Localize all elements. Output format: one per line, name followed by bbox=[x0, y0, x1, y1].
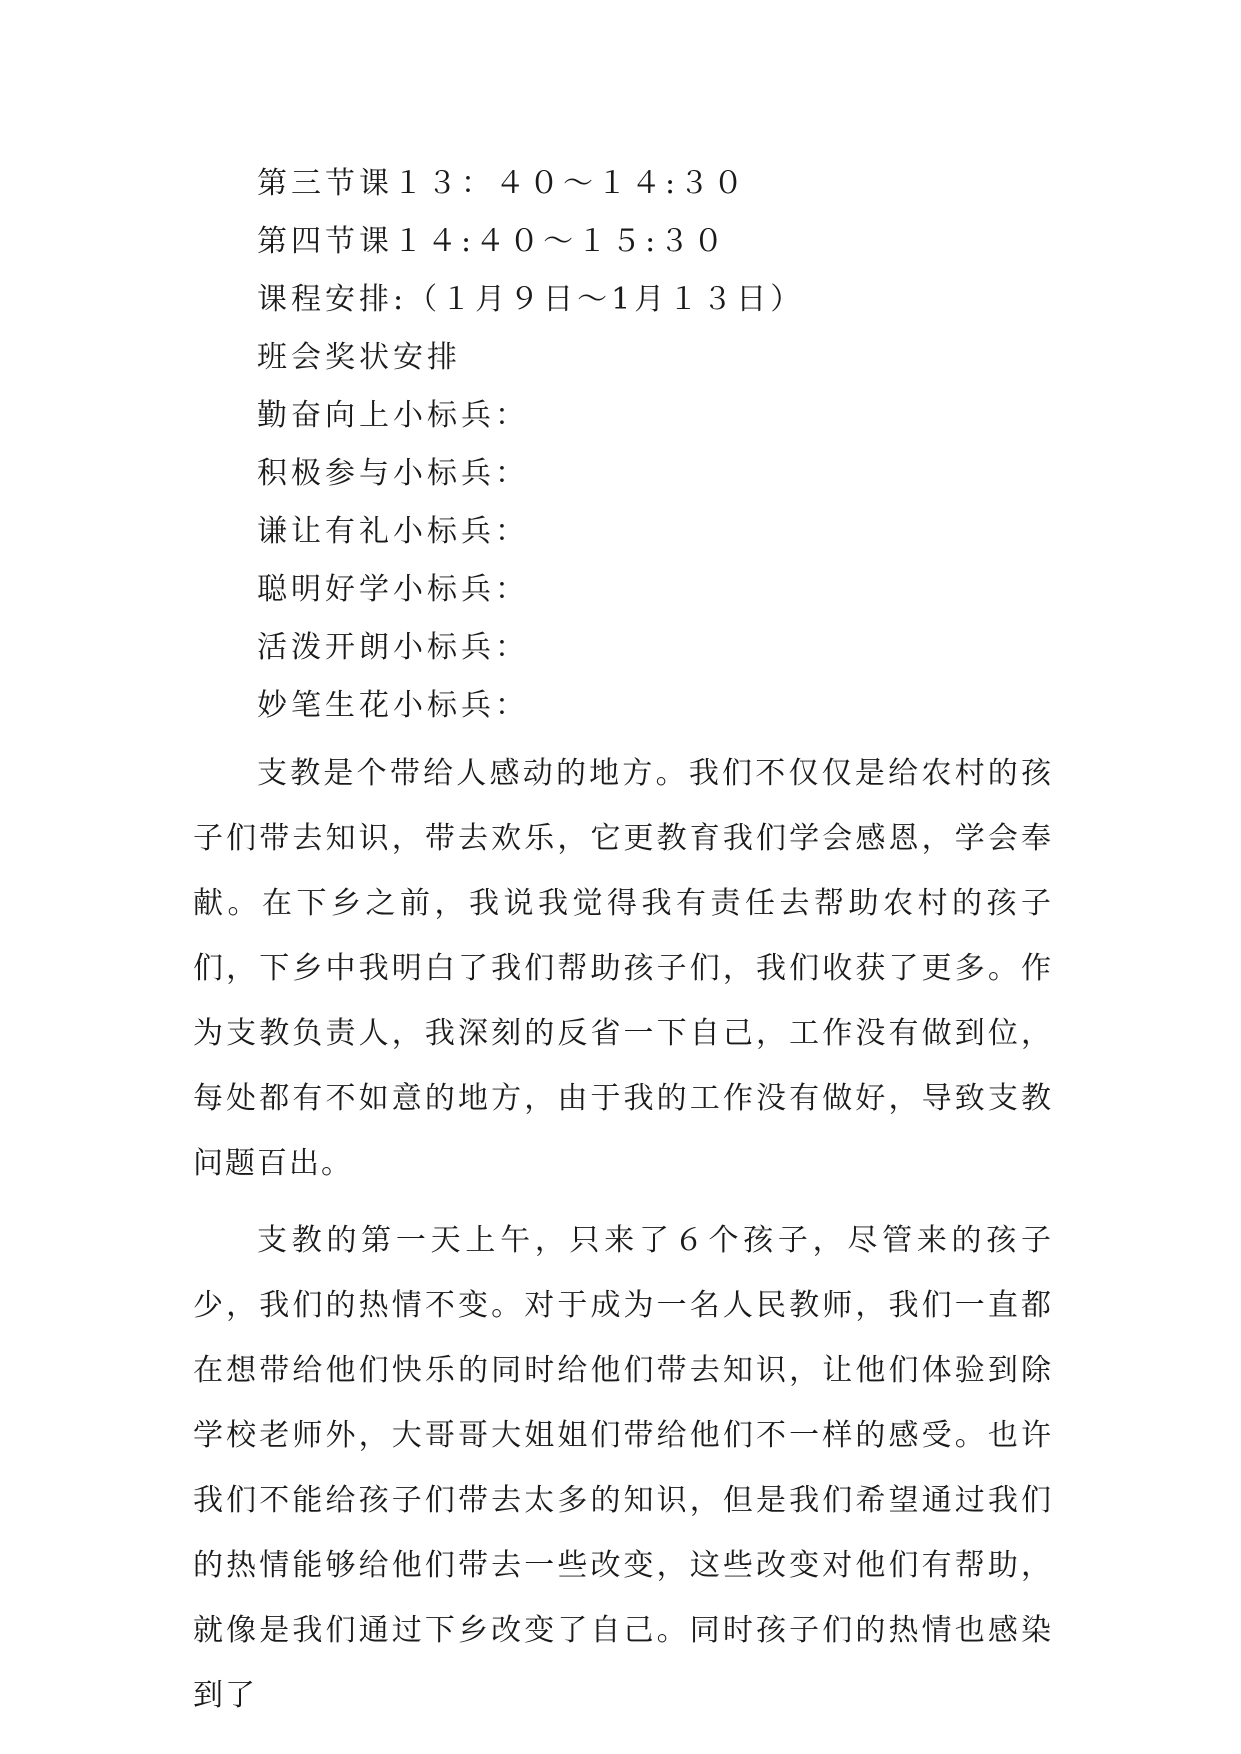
award-line-writing: 妙笔生花小标兵： bbox=[257, 688, 529, 723]
paragraph-reflection: 支教是个带给人感动的地方。我们不仅仅是给农村的孩子们带去知识，带去欢乐，它更教育我们学会感恩，学会奉献。在下乡之前，我说我觉得我有责任去帮助农村的孩子们，下乡中我明白了我们帮助孩子们，我们收获了更多。作为支教负责人，我深刻的反省一下自己，工作没有做到位，每处都有不如意的地方，由于我的工作没有做好，导致支教问题百出。 bbox=[193, 756, 1053, 1181]
award-line-polite: 谦让有礼小标兵： bbox=[257, 514, 529, 549]
award-line-smart: 聪明好学小标兵： bbox=[257, 572, 529, 607]
schedule-line-fourth-class: 第四节课１４:４０～１５:３０ bbox=[257, 224, 728, 259]
award-arrangement-heading: 班会奖状安排 bbox=[257, 340, 461, 375]
award-line-diligent: 勤奋向上小标兵： bbox=[257, 398, 529, 433]
narrative-section bbox=[193, 741, 1053, 1728]
award-line-cheerful: 活泼开朗小标兵： bbox=[257, 630, 529, 665]
schedule-line-third-class: 第三节课１３：４０～１４:３０ bbox=[257, 166, 748, 201]
document-body bbox=[193, 155, 1053, 1728]
award-line-active: 积极参与小标兵： bbox=[257, 456, 529, 491]
schedule-list bbox=[193, 155, 1053, 735]
course-arrangement-line: 课程安排:（１月９日～1月１３日） bbox=[257, 282, 805, 317]
paragraph-first-day: 支教的第一天上午，只来了６个孩子，尽管来的孩子少，我们的热情不变。对于成为一名人民教师，我们一直都在想带给他们快乐的同时给他们带去知识，让他们体验到除学校老师外，大哥哥大姐姐们带给他们不一样的感受。也许我们不能给孩子们带去太多的知识，但是我们希望通过我们的热情能够给他们带去一些改变，这些改变对他们有帮助，就像是我们通过下乡改变了自己。同时孩子们的热情也感染到了 bbox=[193, 1223, 1053, 1713]
